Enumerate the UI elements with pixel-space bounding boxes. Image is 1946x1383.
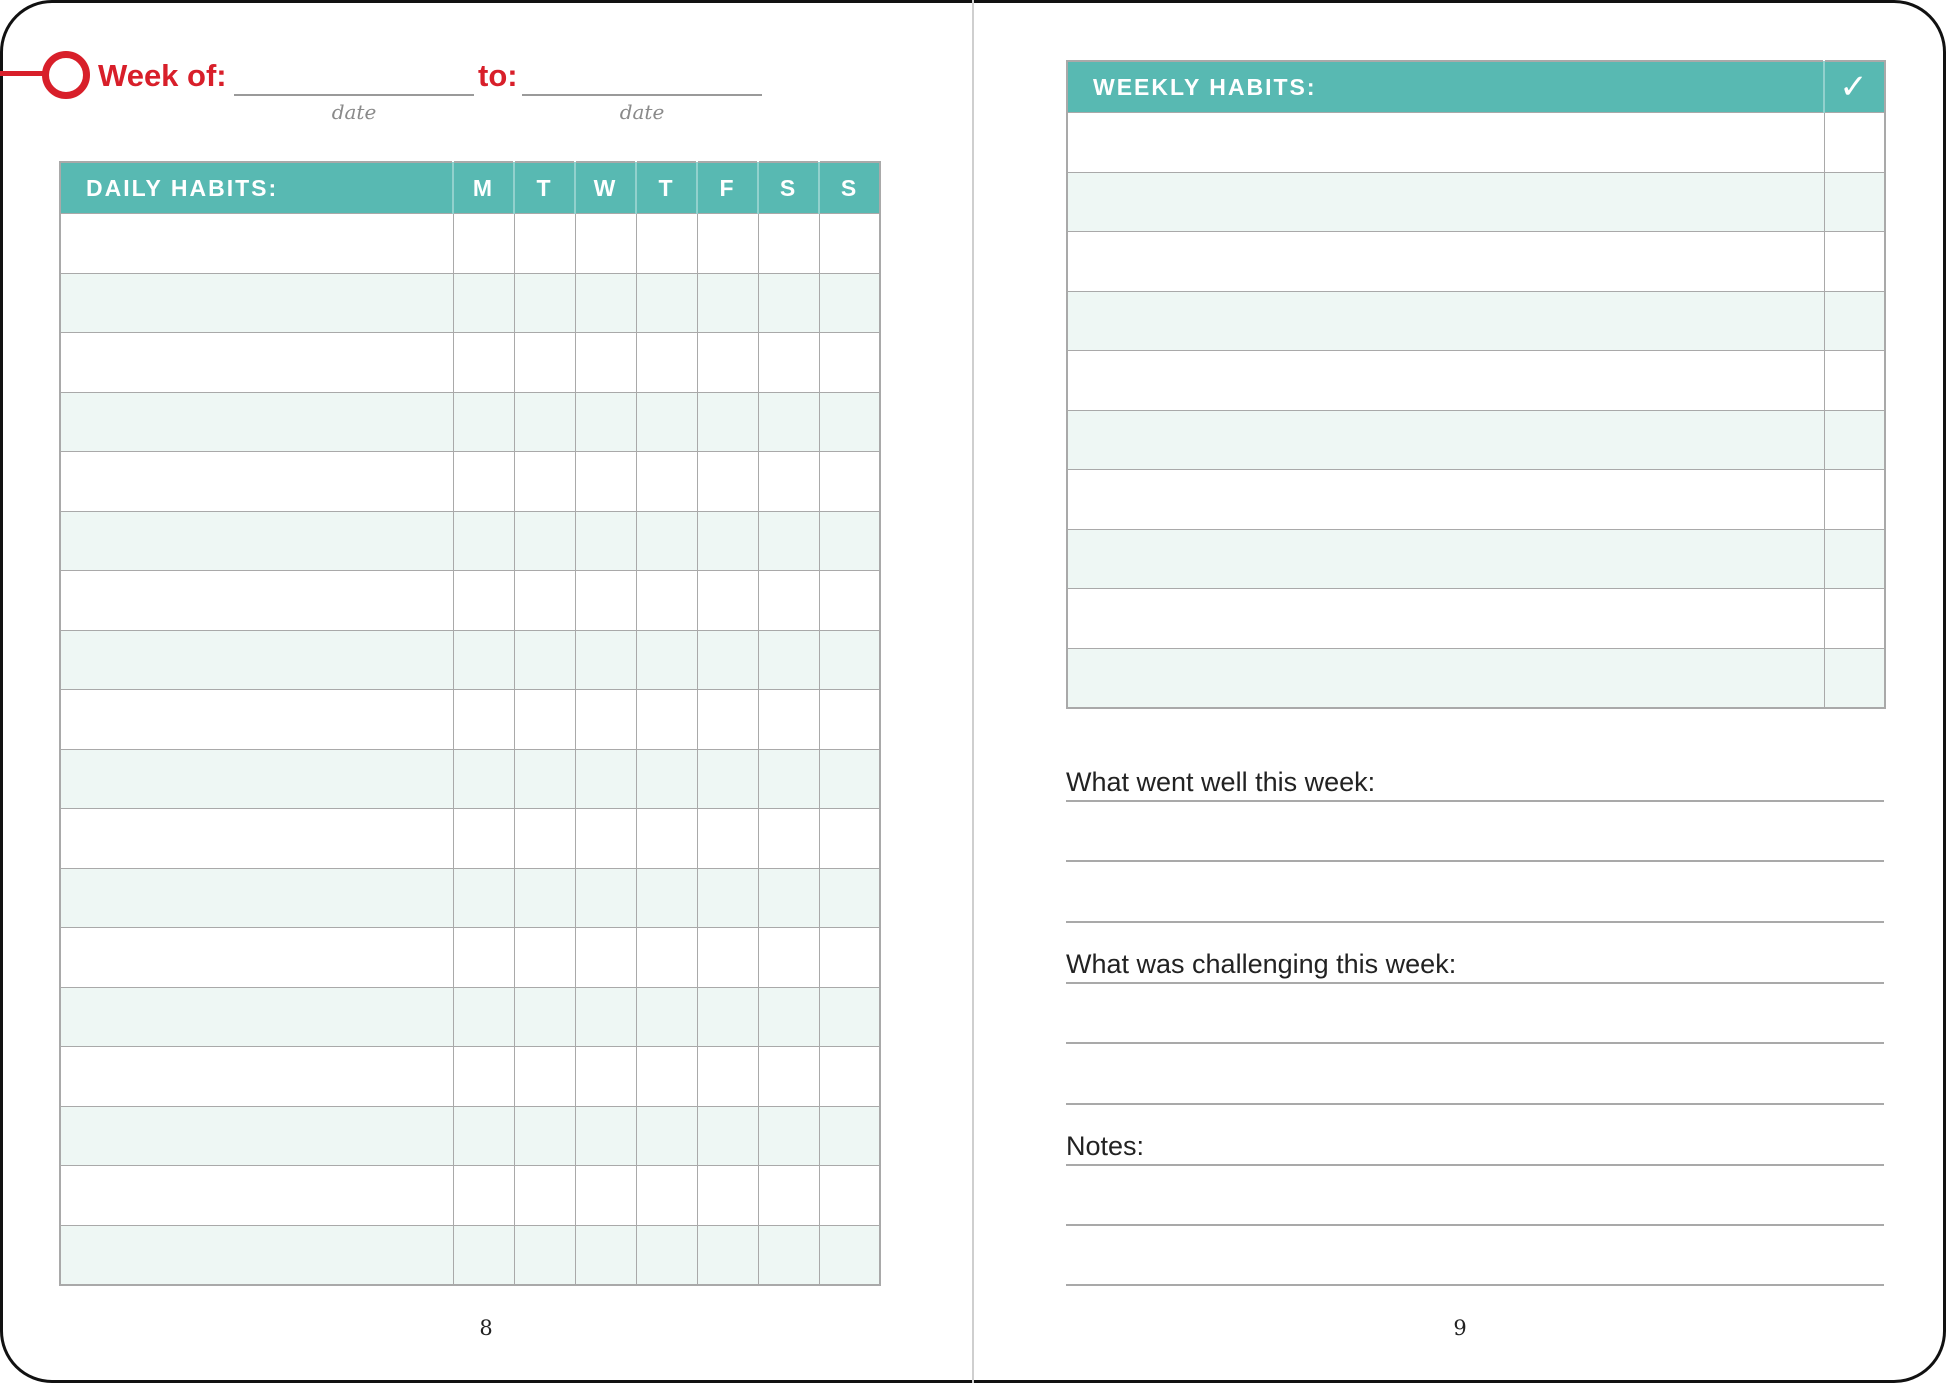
day-check-cell[interactable] bbox=[453, 809, 514, 869]
day-check-cell[interactable] bbox=[514, 1106, 575, 1166]
table-row bbox=[1067, 410, 1885, 470]
day-check-cell[interactable] bbox=[819, 571, 880, 631]
day-check-cell[interactable] bbox=[453, 630, 514, 690]
day-check-cell[interactable] bbox=[819, 928, 880, 988]
table-row bbox=[1067, 351, 1885, 411]
day-check-cell[interactable] bbox=[514, 749, 575, 809]
habit-name-cell[interactable] bbox=[1067, 470, 1824, 530]
table-row bbox=[60, 868, 880, 928]
day-check-cell[interactable] bbox=[697, 333, 758, 393]
day-check-cell[interactable] bbox=[453, 749, 514, 809]
day-check-cell[interactable] bbox=[697, 928, 758, 988]
week-check-cell[interactable] bbox=[1824, 232, 1885, 292]
day-check-cell[interactable] bbox=[636, 749, 697, 809]
week-start-date-field[interactable] bbox=[234, 94, 474, 96]
week-check-cell[interactable] bbox=[1824, 589, 1885, 649]
day-check-cell[interactable] bbox=[697, 452, 758, 512]
habit-name-cell[interactable] bbox=[60, 333, 453, 393]
day-check-cell[interactable] bbox=[819, 511, 880, 571]
day-check-cell[interactable] bbox=[514, 1225, 575, 1285]
day-check-cell[interactable] bbox=[575, 333, 636, 393]
day-check-cell[interactable] bbox=[758, 452, 819, 512]
day-check-cell[interactable] bbox=[514, 809, 575, 869]
day-check-cell[interactable] bbox=[697, 392, 758, 452]
week-check-cell[interactable] bbox=[1824, 529, 1885, 589]
day-check-cell[interactable] bbox=[575, 928, 636, 988]
table-row bbox=[60, 1225, 880, 1285]
day-check-cell[interactable] bbox=[453, 571, 514, 631]
day-check-cell[interactable] bbox=[453, 928, 514, 988]
checkmark-icon: ✓ bbox=[1824, 61, 1885, 113]
day-check-cell[interactable] bbox=[453, 868, 514, 928]
day-check-cell[interactable] bbox=[453, 333, 514, 393]
day-check-cell[interactable] bbox=[758, 630, 819, 690]
weekly-habits-header-row bbox=[1067, 61, 1885, 113]
habit-name-cell[interactable] bbox=[1067, 113, 1824, 173]
day-check-cell[interactable] bbox=[697, 511, 758, 571]
habit-name-cell[interactable] bbox=[1067, 232, 1824, 292]
week-start-date-hint: date bbox=[331, 100, 377, 124]
day-check-cell[interactable] bbox=[758, 392, 819, 452]
day-check-cell[interactable] bbox=[514, 333, 575, 393]
habit-name-cell[interactable] bbox=[1067, 351, 1824, 411]
daily-habits-rows bbox=[60, 214, 880, 1286]
day-check-cell[interactable] bbox=[636, 511, 697, 571]
table-row bbox=[60, 1106, 880, 1166]
habit-name-cell[interactable] bbox=[60, 749, 453, 809]
table-row bbox=[1067, 113, 1885, 173]
day-check-cell[interactable] bbox=[819, 868, 880, 928]
day-check-cell[interactable] bbox=[575, 868, 636, 928]
day-check-cell[interactable] bbox=[819, 273, 880, 333]
table-row bbox=[1067, 232, 1885, 292]
day-check-cell[interactable] bbox=[758, 1106, 819, 1166]
day-check-cell[interactable] bbox=[453, 214, 514, 274]
habit-name-cell[interactable] bbox=[1067, 410, 1824, 470]
day-check-cell[interactable] bbox=[514, 1047, 575, 1107]
day-check-cell[interactable] bbox=[819, 630, 880, 690]
day-check-cell[interactable] bbox=[697, 273, 758, 333]
day-check-cell[interactable] bbox=[514, 868, 575, 928]
day-header-friday: F bbox=[697, 162, 758, 214]
table-row bbox=[60, 571, 880, 631]
day-check-cell[interactable] bbox=[697, 1047, 758, 1107]
day-check-cell[interactable] bbox=[514, 1166, 575, 1226]
writing-line[interactable] bbox=[1066, 1224, 1884, 1226]
table-row bbox=[1067, 648, 1885, 708]
week-of-label: Week of: bbox=[98, 58, 227, 93]
table-row bbox=[60, 749, 880, 809]
day-check-cell[interactable] bbox=[453, 1166, 514, 1226]
writing-line[interactable] bbox=[1066, 1042, 1884, 1044]
day-check-cell[interactable] bbox=[697, 1106, 758, 1166]
habit-name-cell[interactable] bbox=[60, 928, 453, 988]
week-check-cell[interactable] bbox=[1824, 291, 1885, 351]
day-header-monday: M bbox=[453, 162, 514, 214]
table-row bbox=[1067, 172, 1885, 232]
daily-habits-header-row bbox=[60, 162, 880, 214]
day-header-wednesday: W bbox=[575, 162, 636, 214]
day-check-cell[interactable] bbox=[514, 571, 575, 631]
habit-name-cell[interactable] bbox=[60, 1106, 453, 1166]
habit-name-cell[interactable] bbox=[60, 690, 453, 750]
day-check-cell[interactable] bbox=[758, 571, 819, 631]
day-check-cell[interactable] bbox=[514, 392, 575, 452]
day-check-cell[interactable] bbox=[453, 452, 514, 512]
day-check-cell[interactable] bbox=[758, 690, 819, 750]
writing-line[interactable] bbox=[1066, 1284, 1884, 1286]
week-end-date-field[interactable] bbox=[522, 94, 762, 96]
day-check-cell[interactable] bbox=[697, 571, 758, 631]
table-row bbox=[1067, 470, 1885, 530]
day-check-cell[interactable] bbox=[636, 1106, 697, 1166]
bookmark-tab-line bbox=[0, 71, 46, 76]
habit-name-cell[interactable] bbox=[1067, 291, 1824, 351]
table-row bbox=[60, 392, 880, 452]
day-check-cell[interactable] bbox=[758, 511, 819, 571]
day-check-cell[interactable] bbox=[514, 273, 575, 333]
day-check-cell[interactable] bbox=[697, 214, 758, 274]
habit-name-cell[interactable] bbox=[60, 392, 453, 452]
challenging-prompt: What was challenging this week: bbox=[1066, 949, 1457, 979]
day-check-cell[interactable] bbox=[697, 1166, 758, 1226]
day-check-cell[interactable] bbox=[514, 987, 575, 1047]
day-check-cell[interactable] bbox=[575, 273, 636, 333]
day-check-cell[interactable] bbox=[575, 690, 636, 750]
day-check-cell[interactable] bbox=[453, 392, 514, 452]
day-check-cell[interactable] bbox=[758, 214, 819, 274]
day-check-cell[interactable] bbox=[575, 749, 636, 809]
day-check-cell[interactable] bbox=[819, 809, 880, 869]
habit-name-cell[interactable] bbox=[1067, 172, 1824, 232]
day-check-cell[interactable] bbox=[697, 987, 758, 1047]
day-check-cell[interactable] bbox=[636, 987, 697, 1047]
week-check-cell[interactable] bbox=[1824, 351, 1885, 411]
day-check-cell[interactable] bbox=[636, 1225, 697, 1285]
day-check-cell[interactable] bbox=[758, 273, 819, 333]
daily-habits-title: DAILY HABITS: bbox=[60, 162, 453, 214]
day-check-cell[interactable] bbox=[819, 1106, 880, 1166]
week-check-cell[interactable] bbox=[1824, 410, 1885, 470]
went-well-prompt: What went well this week: bbox=[1066, 767, 1376, 797]
day-check-cell[interactable] bbox=[575, 1225, 636, 1285]
day-check-cell[interactable] bbox=[575, 630, 636, 690]
day-check-cell[interactable] bbox=[514, 630, 575, 690]
day-check-cell[interactable] bbox=[697, 690, 758, 750]
week-end-date-hint: date bbox=[619, 100, 665, 124]
day-check-cell[interactable] bbox=[697, 868, 758, 928]
habit-name-cell[interactable] bbox=[60, 214, 453, 274]
day-check-cell[interactable] bbox=[697, 630, 758, 690]
weekly-habits-title: WEEKLY HABITS: bbox=[1067, 61, 1824, 113]
day-header-sunday: S bbox=[819, 162, 880, 214]
notes-prompt: Notes: bbox=[1066, 1131, 1145, 1161]
habit-name-cell[interactable] bbox=[60, 273, 453, 333]
bookmark-ring-icon bbox=[42, 51, 90, 99]
day-check-cell[interactable] bbox=[819, 452, 880, 512]
habit-name-cell[interactable] bbox=[60, 630, 453, 690]
to-label: to: bbox=[478, 58, 518, 93]
day-check-cell[interactable] bbox=[453, 511, 514, 571]
day-check-cell[interactable] bbox=[697, 749, 758, 809]
day-header-saturday: S bbox=[758, 162, 819, 214]
day-check-cell[interactable] bbox=[758, 1166, 819, 1226]
day-check-cell[interactable] bbox=[758, 1047, 819, 1107]
day-check-cell[interactable] bbox=[697, 1225, 758, 1285]
day-check-cell[interactable] bbox=[453, 690, 514, 750]
day-check-cell[interactable] bbox=[819, 1047, 880, 1107]
day-check-cell[interactable] bbox=[575, 987, 636, 1047]
week-check-cell[interactable] bbox=[1824, 648, 1885, 708]
day-check-cell[interactable] bbox=[697, 809, 758, 869]
day-check-cell[interactable] bbox=[514, 452, 575, 512]
day-check-cell[interactable] bbox=[514, 214, 575, 274]
day-check-cell[interactable] bbox=[453, 1047, 514, 1107]
day-check-cell[interactable] bbox=[758, 749, 819, 809]
table-row bbox=[1067, 291, 1885, 351]
writing-line[interactable] bbox=[1066, 1103, 1884, 1105]
day-check-cell[interactable] bbox=[514, 511, 575, 571]
habit-name-cell[interactable] bbox=[60, 1166, 453, 1226]
habit-name-cell[interactable] bbox=[60, 571, 453, 631]
habit-name-cell[interactable] bbox=[60, 1225, 453, 1285]
day-check-cell[interactable] bbox=[453, 987, 514, 1047]
table-row bbox=[60, 928, 880, 988]
table-row bbox=[60, 809, 880, 869]
writing-line[interactable] bbox=[1066, 1164, 1884, 1166]
page-spine bbox=[972, 0, 974, 1383]
table-row bbox=[60, 987, 880, 1047]
day-check-cell[interactable] bbox=[758, 928, 819, 988]
habit-name-cell[interactable] bbox=[60, 868, 453, 928]
table-row bbox=[1067, 529, 1885, 589]
day-check-cell[interactable] bbox=[819, 690, 880, 750]
week-check-cell[interactable] bbox=[1824, 470, 1885, 530]
table-row bbox=[60, 273, 880, 333]
day-check-cell[interactable] bbox=[636, 214, 697, 274]
habit-name-cell[interactable] bbox=[1067, 589, 1824, 649]
day-check-cell[interactable] bbox=[819, 749, 880, 809]
day-check-cell[interactable] bbox=[575, 214, 636, 274]
day-check-cell[interactable] bbox=[636, 809, 697, 869]
day-check-cell[interactable] bbox=[514, 690, 575, 750]
day-check-cell[interactable] bbox=[819, 214, 880, 274]
habit-name-cell[interactable] bbox=[60, 809, 453, 869]
day-check-cell[interactable] bbox=[819, 392, 880, 452]
table-row bbox=[60, 214, 880, 274]
page-number-right: 9 bbox=[1453, 1316, 1467, 1340]
writing-line[interactable] bbox=[1066, 800, 1884, 802]
habit-name-cell[interactable] bbox=[1067, 529, 1824, 589]
day-check-cell[interactable] bbox=[514, 928, 575, 988]
weekly-habits-rows bbox=[1067, 113, 1885, 709]
day-check-cell[interactable] bbox=[636, 392, 697, 452]
table-row bbox=[60, 630, 880, 690]
writing-line[interactable] bbox=[1066, 860, 1884, 862]
day-check-cell[interactable] bbox=[636, 630, 697, 690]
day-check-cell[interactable] bbox=[575, 392, 636, 452]
day-check-cell[interactable] bbox=[758, 987, 819, 1047]
day-check-cell[interactable] bbox=[636, 571, 697, 631]
day-check-cell[interactable] bbox=[575, 1166, 636, 1226]
day-check-cell[interactable] bbox=[819, 1166, 880, 1226]
day-check-cell[interactable] bbox=[575, 809, 636, 869]
table-row bbox=[1067, 589, 1885, 649]
day-check-cell[interactable] bbox=[819, 333, 880, 393]
day-check-cell[interactable] bbox=[636, 690, 697, 750]
day-check-cell[interactable] bbox=[575, 1106, 636, 1166]
habit-name-cell[interactable] bbox=[1067, 648, 1824, 708]
day-check-cell[interactable] bbox=[453, 1225, 514, 1285]
habit-name-cell[interactable] bbox=[60, 452, 453, 512]
day-check-cell[interactable] bbox=[758, 333, 819, 393]
table-row bbox=[60, 1047, 880, 1107]
day-check-cell[interactable] bbox=[575, 452, 636, 512]
table-row bbox=[60, 1166, 880, 1226]
habit-name-cell[interactable] bbox=[60, 987, 453, 1047]
week-check-cell[interactable] bbox=[1824, 172, 1885, 232]
day-check-cell[interactable] bbox=[758, 868, 819, 928]
day-check-cell[interactable] bbox=[758, 1225, 819, 1285]
day-header-tuesday: T bbox=[514, 162, 575, 214]
table-row bbox=[60, 690, 880, 750]
habit-name-cell[interactable] bbox=[60, 511, 453, 571]
table-row bbox=[60, 333, 880, 393]
day-check-cell[interactable] bbox=[575, 1047, 636, 1107]
day-check-cell[interactable] bbox=[575, 571, 636, 631]
weekly-habits-table bbox=[1066, 60, 1886, 709]
day-check-cell[interactable] bbox=[636, 1166, 697, 1226]
day-check-cell[interactable] bbox=[636, 928, 697, 988]
day-check-cell[interactable] bbox=[636, 868, 697, 928]
writing-line[interactable] bbox=[1066, 982, 1884, 984]
day-check-cell[interactable] bbox=[819, 1225, 880, 1285]
week-check-cell[interactable] bbox=[1824, 113, 1885, 173]
table-row bbox=[60, 511, 880, 571]
day-check-cell[interactable] bbox=[758, 809, 819, 869]
day-check-cell[interactable] bbox=[575, 511, 636, 571]
writing-line[interactable] bbox=[1066, 921, 1884, 923]
day-check-cell[interactable] bbox=[819, 987, 880, 1047]
table-row bbox=[60, 452, 880, 512]
page-number-left: 8 bbox=[479, 1316, 493, 1340]
day-check-cell[interactable] bbox=[453, 273, 514, 333]
day-check-cell[interactable] bbox=[453, 1106, 514, 1166]
habit-name-cell[interactable] bbox=[60, 1047, 453, 1107]
day-check-cell[interactable] bbox=[636, 333, 697, 393]
day-header-thursday: T bbox=[636, 162, 697, 214]
daily-habits-table bbox=[59, 161, 881, 1286]
day-check-cell[interactable] bbox=[636, 1047, 697, 1107]
day-check-cell[interactable] bbox=[636, 273, 697, 333]
day-check-cell[interactable] bbox=[636, 452, 697, 512]
